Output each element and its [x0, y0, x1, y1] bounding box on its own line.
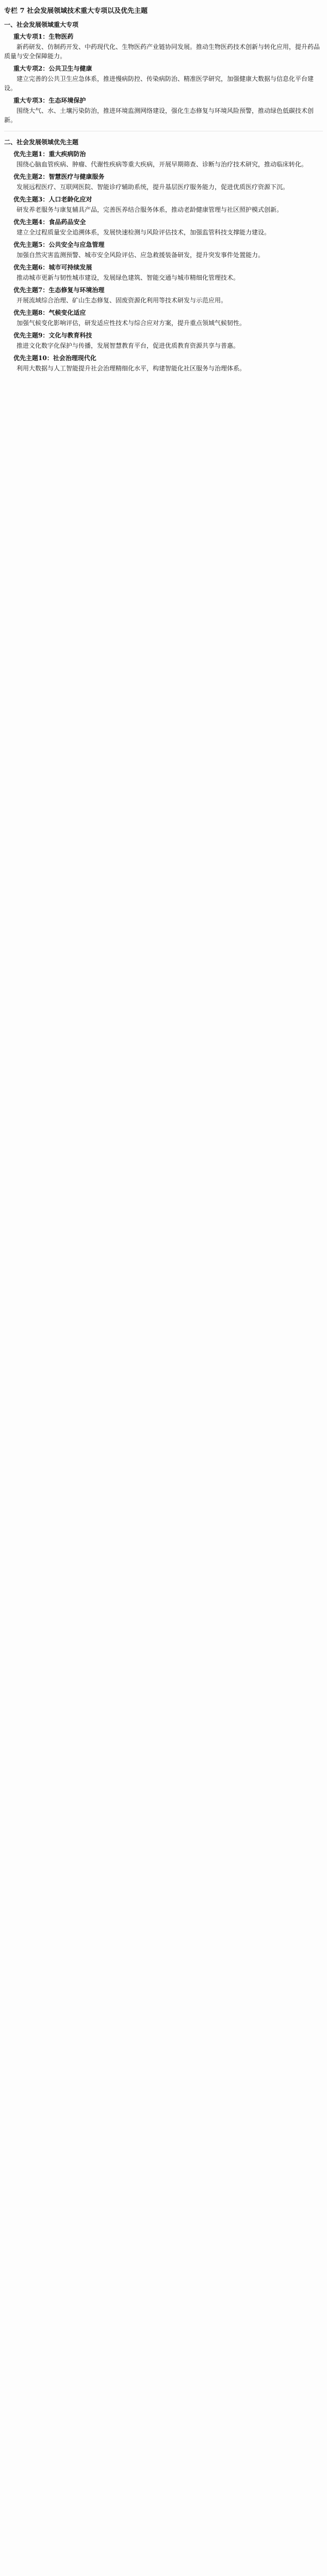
- paragraph: 加强自然灾害监测预警、城市安全风险评估、应急救援装备研发，提升突发事件处置能力。: [17, 251, 265, 259]
- section-heading: 一、社会发展领域重大专项: [4, 21, 79, 28]
- paragraph: 新药研发、仿制药开发、中药现代化、生物医药产业链协同发展。推动生物医药技术创新与转化应用，提升药品质量与安全保障能力。: [4, 43, 320, 60]
- paragraph: 建立全过程质量安全追溯体系，发展快速检测与风险评估技术，加强监管科技支撑能力建设。: [17, 229, 271, 236]
- subheading: 优先主题2：智慧医疗与健康服务: [13, 173, 105, 180]
- subheading: 优先主题5：公共安全与应急管理: [13, 241, 105, 248]
- paragraph: 加强气候变化影响评估，研发适应性技术与综合应对方案，提升重点领域气候韧性。: [17, 319, 246, 327]
- document-content: [4, 20, 323, 373]
- paragraph: 发展远程医疗、互联网医院、智能诊疗辅助系统，提升基层医疗服务能力，促进优质医疗资源下沉。: [17, 183, 289, 191]
- subheading: 重大专项3：生态环境保护: [13, 97, 86, 104]
- subheading: 重大专项1：生物医药: [13, 33, 74, 40]
- paragraph: 利用大数据与人工智能提升社会治理精细化水平，构建智能化社区服务与治理体系。: [17, 365, 246, 372]
- subheading: 优先主题4：食品药品安全: [13, 218, 86, 226]
- subheading: 优先主题9：文化与教育科技: [13, 332, 92, 339]
- document-title: 专栏 7 社会发展领域技术重大专项以及优先主题: [4, 7, 148, 15]
- paragraph: 建立完善的公共卫生应急体系，推进慢病防控、传染病防治、精准医学研究，加强健康大数据与信息化平台建设。: [4, 75, 314, 92]
- subheading: 优先主题3：人口老龄化应对: [13, 196, 92, 203]
- paragraph: 开展流域综合治理、矿山生态修复、固废资源化利用等技术研发与示范应用。: [17, 297, 227, 304]
- subheading: 重大专项2：公共卫生与健康: [13, 65, 92, 72]
- paragraph: 研发养老服务与康复辅具产品，完善医养结合服务体系，推动老龄健康管理与社区照护模式创新。: [17, 206, 283, 213]
- subheading: 优先主题10：社会治理现代化: [13, 354, 96, 362]
- subheading: 优先主题1：重大疾病防治: [13, 150, 86, 158]
- section-heading: 二、社会发展领域优先主题: [4, 139, 79, 146]
- paragraph: 围绕心脑血管疾病、肿瘤、代谢性疾病等重大疾病，开展早期筛查、诊断与治疗技术研究，推动临床转化。: [17, 161, 308, 168]
- paragraph: 围绕大气、水、土壤污染防治，推进环境监测网络建设，强化生态修复与环境风险预警，推动绿色低碳技术创新。: [4, 107, 314, 124]
- subheading: 优先主题8：气候变化适应: [13, 309, 86, 316]
- subheading: 优先主题6：城市可持续发展: [13, 264, 92, 271]
- paragraph: 推进文化数字化保护与传播，发展智慧教育平台，促进优质教育资源共享与普惠。: [17, 342, 240, 349]
- subheading: 优先主题7：生态修复与环境治理: [13, 286, 105, 294]
- paragraph: 推动城市更新与韧性城市建设，发展绿色建筑、智能交通与城市精细化管理技术。: [17, 274, 240, 281]
